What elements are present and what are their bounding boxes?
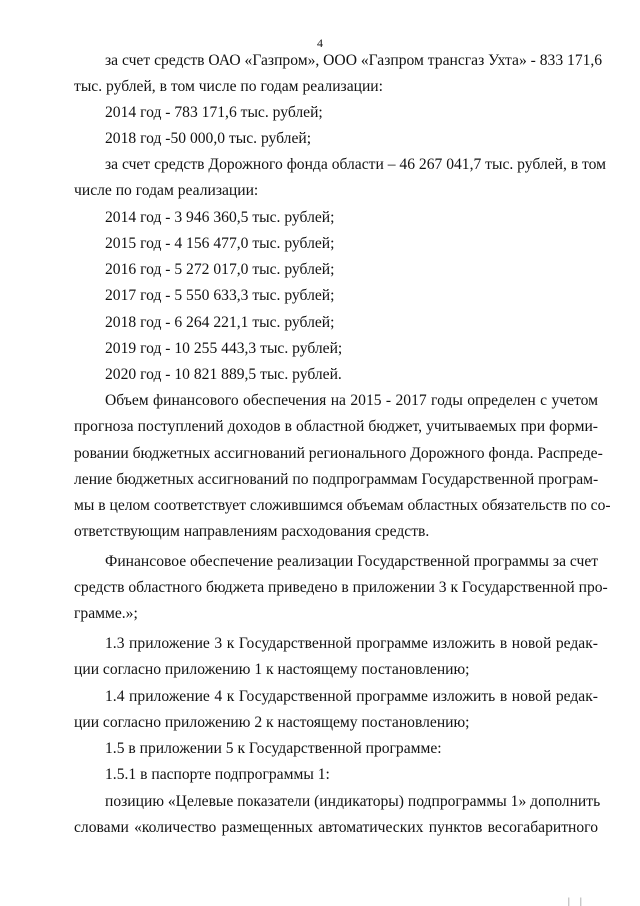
- text-line: прогноза поступлений доходов в областной бюджет, учитываемых при форми-: [74, 418, 598, 435]
- text-line: 1.3 приложение 3 к Государственной программе изложить в новой редак-: [105, 635, 598, 652]
- text-line: Финансовое обеспечение реализации Государственной программы за счет: [105, 553, 599, 570]
- text-line: 1.5.1 в паспорте подпрограммы 1:: [105, 766, 330, 783]
- text-line: ление бюджетных ассигнований по подпрограммам Государственной програм-: [74, 471, 599, 488]
- text-line: мы в целом соответствует сложившимся объемам областных обязательств по со-: [74, 497, 611, 514]
- text-line: ответствующим направлениям расходования средств.: [74, 523, 430, 540]
- text-line: словами «количество размещенных автоматических пунктов весогабаритного: [74, 819, 598, 836]
- text-line: 2014 год - 3 946 360,5 тыс. рублей;: [105, 209, 335, 226]
- page-number: 4: [317, 36, 323, 50]
- text-line: грамме.»;: [74, 605, 138, 622]
- text-line: за счет средств Дорожного фонда области – 46 267 041,7 тыс. рублей, в том: [105, 156, 606, 173]
- text-line: позицию «Целевые показатели (индикаторы) подпрограммы 1» дополнить: [105, 793, 601, 810]
- text-line: 2020 год - 10 821 889,5 тыс. рублей.: [105, 366, 342, 383]
- text-line: ции согласно приложению 1 к настоящему постановлению;: [74, 661, 470, 678]
- text-line: ровании бюджетных ассигнований регионального Дорожного фонда. Распреде-: [74, 445, 603, 462]
- text-line: 1.4 приложение 4 к Государственной программе изложить в новой редак-: [105, 688, 598, 705]
- text-line: 2019 год - 10 255 443,3 тыс. рублей;: [105, 340, 343, 357]
- text-line: за счет средств ОАО «Газпром», ООО «Газпром трансгаз Ухта» - 833 171,6: [105, 52, 603, 69]
- text-line: 2018 год -50 000,0 тыс. рублей;: [105, 130, 312, 147]
- text-line: 2016 год - 5 272 017,0 тыс. рублей;: [105, 261, 335, 278]
- text-line: 2015 год - 4 156 477,0 тыс. рублей;: [105, 235, 335, 252]
- text-line: средств областного бюджета приведено в приложении 3 к Государственной про-: [74, 579, 608, 596]
- text-line: числе по годам реализации:: [74, 182, 259, 199]
- text-line: ции согласно приложению 2 к настоящему постановлению;: [74, 714, 470, 731]
- text-line: 2017 год - 5 550 633,3 тыс. рублей;: [105, 287, 335, 304]
- text-line: 2018 год - 6 264 221,1 тыс. рублей;: [105, 314, 335, 331]
- text-line: тыс. рублей, в том числе по годам реализации:: [74, 78, 383, 95]
- text-line: 1.5 в приложении 5 к Государственной программе:: [105, 740, 442, 757]
- text-line: 2014 год - 783 171,6 тыс. рублей;: [105, 104, 323, 121]
- text-line: Объем финансового обеспечения на 2015 - 2017 годы определен с учетом: [105, 392, 598, 409]
- corner-marks: | |: [568, 896, 586, 906]
